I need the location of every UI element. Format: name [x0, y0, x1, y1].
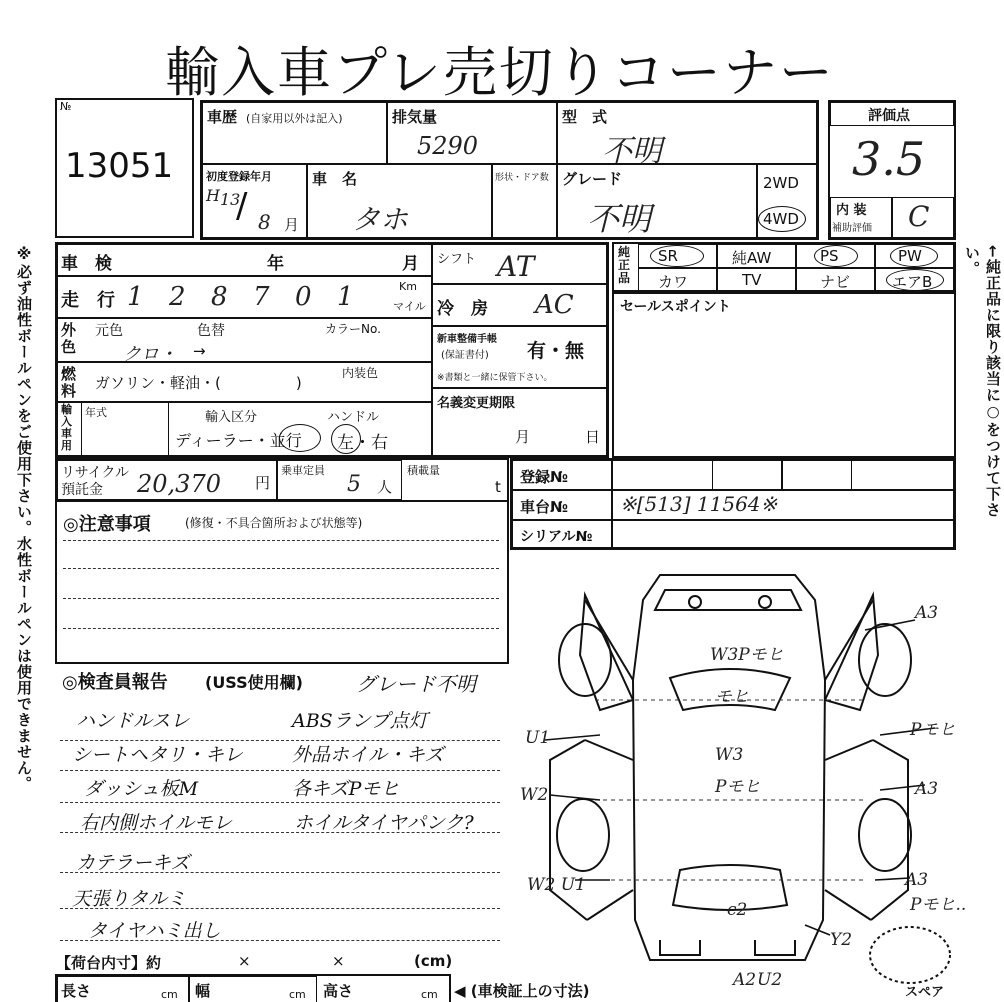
history-label: 車歴 — [207, 108, 238, 126]
manual-note: ※書類と一緒に保管下さい。 — [437, 373, 553, 383]
displacement-label: 排気量 — [392, 108, 438, 126]
genuine-parts-grid — [612, 242, 956, 294]
recycle-label: リサイクル — [61, 465, 130, 481]
history-note: (自家用以外は記入) — [246, 112, 343, 125]
caution-sub: (修復・不具合箇所および状態等) — [185, 516, 363, 530]
mileage-label: 走 行 — [61, 290, 115, 311]
pw-circle — [890, 245, 938, 267]
dims-length: 長さ — [61, 982, 92, 1000]
note-left: 天張りタルミ — [72, 888, 187, 910]
import-handle: ハンドル — [327, 410, 380, 425]
import-handle-value: 左・右 — [337, 433, 388, 453]
drive-4wd: 4WD — [763, 210, 799, 228]
capacity-unit: 人 — [377, 478, 393, 496]
registration-label: 登録№ — [520, 468, 569, 486]
diagram-mark: U2 — [757, 970, 783, 990]
car-name-label: 車 名 — [312, 170, 358, 188]
drive-2wd: 2WD — [763, 174, 799, 192]
car-damage-diagram — [505, 560, 967, 1000]
note-left: シートヘタリ・キレ — [72, 744, 243, 766]
interior-label: 内 装 — [836, 203, 867, 218]
import-year: 年式 — [85, 406, 107, 419]
manual-sub: (保証書付) — [441, 350, 489, 361]
diagram-mark: Pモヒ.. — [910, 895, 967, 915]
sales-point-label: セールスポイント — [620, 299, 731, 315]
manual-label: 新車整備手帳 — [437, 334, 497, 345]
model-value: 不明 — [602, 134, 662, 169]
drive-4wd-circle — [758, 206, 806, 232]
handle-left-circle — [331, 424, 361, 454]
name-change-month: 月 — [515, 428, 531, 446]
note-left: ハンドルスレ — [76, 710, 190, 732]
grade-note: グレード不明 — [356, 672, 476, 696]
mileage-digits — [119, 282, 389, 312]
genuine-item: TV — [742, 271, 762, 289]
sales-point-box — [612, 290, 956, 458]
left-side-note: ※必ず油性ボールペンをご使用下さい。水性ボールペンは使用できません。 — [15, 245, 33, 792]
color-side-label: 外色 — [61, 321, 77, 356]
genuine-item: 純AW — [732, 249, 772, 267]
dims-note-text: (車検証上の寸法) — [470, 982, 590, 1000]
diagram-mark: A3 — [905, 870, 929, 890]
color-no: カラーNo. — [325, 322, 381, 336]
first-reg-label: 初度登録年月 — [206, 170, 272, 183]
diagram-mark: A2 — [733, 970, 757, 990]
recycle-label2: 預託金 — [61, 482, 103, 498]
capacity-value: 5 — [347, 472, 361, 497]
cargo-x2: × — [332, 952, 345, 970]
diagram-mark: Pモヒ — [715, 777, 761, 797]
load-label: 積載量 — [407, 464, 440, 477]
dims-row — [55, 974, 451, 1002]
name-change-label: 名義変更期限 — [437, 396, 516, 411]
ps-circle — [814, 245, 858, 267]
fuel-side-label: 燃料 — [61, 365, 77, 400]
diagram-mark: Y2 — [830, 930, 853, 950]
grade-label: グレード — [562, 170, 623, 188]
note-right: 外品ホイル・キズ — [292, 744, 444, 766]
import-side-label: 輸入車用 — [61, 403, 72, 452]
mileage-digit: 0 — [295, 282, 312, 312]
lot-box — [55, 98, 194, 238]
chassis-label: 車台№ — [520, 498, 569, 516]
manual-value: 有・無 — [527, 340, 585, 362]
genuine-item: カワ — [658, 273, 689, 291]
diagram-mark: W3Pモヒ — [710, 645, 784, 665]
diagram-mark: A3 — [915, 779, 939, 799]
import-parallel-circle — [279, 424, 321, 452]
interior-color-label: 内装色 — [342, 366, 379, 380]
genuine-item: エアB — [892, 273, 933, 291]
color-orig: 元色 — [95, 323, 123, 339]
registration-block — [510, 458, 956, 550]
load-unit: t — [495, 478, 501, 496]
diagram-mark: W2 U1 — [527, 875, 586, 895]
dims-width: 幅 — [195, 982, 211, 1000]
diagram-mark: U1 — [525, 728, 551, 748]
note-left: 右内側ホイルモレ — [80, 812, 233, 834]
genuine-item: SR — [658, 247, 678, 265]
color-value: クロ・ — [123, 344, 177, 365]
score-label: 評価点 — [868, 108, 910, 124]
shift-value: AT — [497, 250, 535, 283]
lot-number: 13051 — [65, 146, 174, 186]
doors-label: 形状・ドア数 — [495, 173, 549, 183]
diagram-mark: W2 — [520, 785, 549, 805]
mileage-digit: 2 — [169, 282, 186, 312]
genuine-label: 純正品 — [618, 245, 631, 285]
ac-value: AC — [535, 290, 574, 320]
diagram-mark: W3 — [715, 745, 744, 765]
score-box — [828, 100, 956, 240]
note-left: カテラーキズ — [76, 852, 190, 874]
diagram-mark: c2 — [727, 900, 748, 920]
recycle-row — [55, 458, 509, 502]
mileage-digit: 8 — [211, 282, 228, 312]
spare-label: スペア — [905, 985, 945, 1000]
inspection-label: 車 検 — [61, 254, 112, 274]
mileage-digit: 1 — [127, 282, 144, 312]
note-left: ダッシュ板M — [84, 778, 199, 800]
note-right: 各キズPモヒ — [292, 778, 400, 800]
ac-label: 冷 房 — [437, 299, 488, 319]
lot-label: № — [60, 100, 72, 113]
car-name-value: タホ — [352, 203, 409, 236]
first-reg-month-unit: 月 — [284, 216, 300, 234]
mileage-digit: 7 — [253, 282, 270, 312]
first-reg-era: H — [206, 186, 220, 205]
inspector-title: ◎検査員報告 — [62, 672, 168, 693]
inspection-block — [55, 242, 609, 458]
inspection-year: 年 — [267, 254, 284, 274]
capacity-label: 乗車定員 — [281, 464, 325, 477]
dims-height: 高さ — [323, 982, 354, 1000]
interior-sub: 補助評価 — [832, 223, 872, 234]
inspector-sub: (USS使用欄) — [205, 673, 303, 692]
recycle-value: 20,370 — [137, 470, 221, 498]
chassis-value: ※[513] 11564※ — [620, 492, 778, 516]
note-right: ABSランプ点灯 — [292, 710, 428, 732]
airbag-circle — [886, 269, 944, 291]
caution-section — [55, 500, 509, 664]
diagram-mark: Pモヒ — [910, 720, 956, 740]
dims-unit: cm — [289, 988, 306, 1001]
model-label: 型 式 — [562, 108, 608, 126]
cargo-label: 【荷台内寸】約 — [56, 954, 162, 972]
first-reg-year: 13 — [220, 190, 241, 209]
shift-label: シフト — [437, 252, 477, 267]
inspection-month: 月 — [402, 254, 419, 274]
score-value: 3.5 — [852, 132, 926, 186]
color-change: 色替 — [197, 323, 225, 339]
cargo-x: × — [238, 952, 251, 970]
caution-title: ◎注意事項 — [63, 514, 151, 535]
import-kubun: 輸入区分 — [205, 410, 258, 425]
fuel-value: ガソリン・軽油・( ) — [95, 374, 302, 392]
sr-circle — [650, 245, 704, 267]
name-change-day: 日 — [585, 428, 601, 446]
diagram-mark: A3 — [915, 603, 939, 623]
vehicle-info-grid: 車歴 (自家用以外は記入) 排気量 5290 型 式 不明 初度登録年月 H 13 / 8 月 車 名 タホ 形状・ドア数 グレード 不明 2WD 4WD — [200, 100, 819, 240]
genuine-item: PW — [898, 247, 922, 265]
mileage-digit: 1 — [337, 282, 354, 312]
displacement-value: 5290 — [417, 132, 479, 160]
note-right: ホイルタイヤパンク? — [294, 812, 474, 834]
first-reg-month: 8 — [258, 210, 271, 234]
genuine-item: ナビ — [820, 273, 851, 291]
interior-value: C — [908, 200, 930, 233]
dims-note: ◀ (車検証上の寸法) — [454, 982, 590, 1000]
mileage-unit-mile: マイル — [393, 300, 426, 313]
note-left: タイヤハミ出し — [88, 920, 221, 942]
cargo-unit: (cm) — [414, 952, 453, 970]
dims-unit: cm — [421, 988, 438, 1001]
mileage-unit-km: Km — [399, 280, 417, 293]
recycle-unit: 円 — [255, 474, 271, 492]
color-arrow: → — [193, 342, 206, 360]
grade-value: 不明 — [587, 200, 652, 238]
serial-label: シリアル№ — [520, 529, 593, 545]
dims-unit: cm — [161, 988, 178, 1001]
import-kubun-value: ディーラー・並行 — [175, 431, 302, 450]
right-side-note: ←純正品に限り該当に○をつけて下さい。 — [963, 245, 1002, 518]
diagram-mark: モヒ — [715, 687, 749, 707]
page-title: 輸入車プレ売切りコーナー — [165, 41, 835, 104]
genuine-item: PS — [820, 247, 839, 265]
